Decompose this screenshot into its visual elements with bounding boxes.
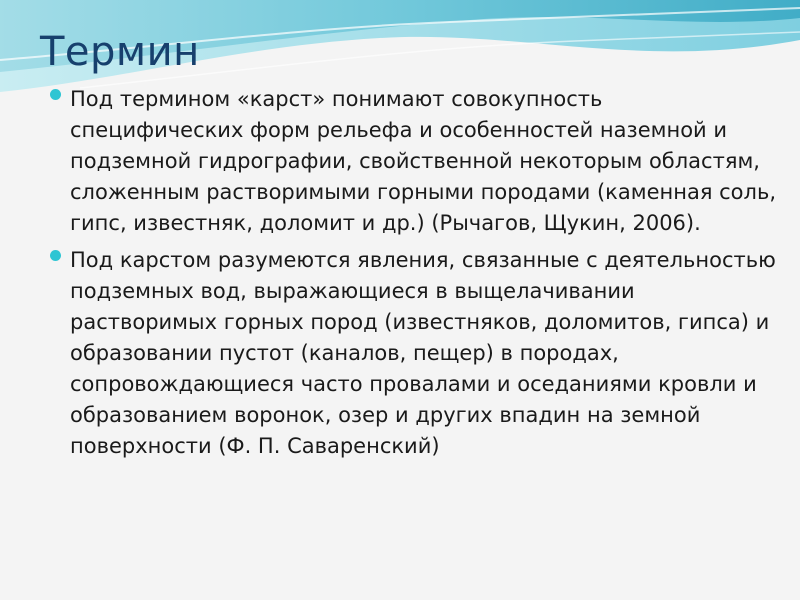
bullet-list — [48, 84, 778, 468]
bullet-icon — [50, 89, 61, 100]
slide-title: Термин — [40, 29, 200, 75]
bullet-item — [48, 84, 778, 239]
bullet-text: Под термином «карст» понимают совокупность специфических форм рельефа и особенностей наземной и подземной гидрографии, свойственной некоторым областям, сложенным растворимыми горными породами (каменная соль, гипс, известняк, доломит и др.) (Рычагов, Щукин, 2006). — [70, 87, 776, 235]
bullet-icon — [50, 250, 61, 261]
bullet-item — [48, 245, 778, 462]
bullet-text: Под карстом разумеются явления, связанные с деятельностью подземных вод, выражающиеся в выщелачивании растворимых горных пород (известняков, доломитов, гипса) и образовании пустот (каналов, пещер) в породах, сопровождающиеся часто провалами и оседаниями кровли и образованием воронок, озер и других впадин на земной поверхности (Ф. П. Саваренский) — [70, 248, 776, 458]
